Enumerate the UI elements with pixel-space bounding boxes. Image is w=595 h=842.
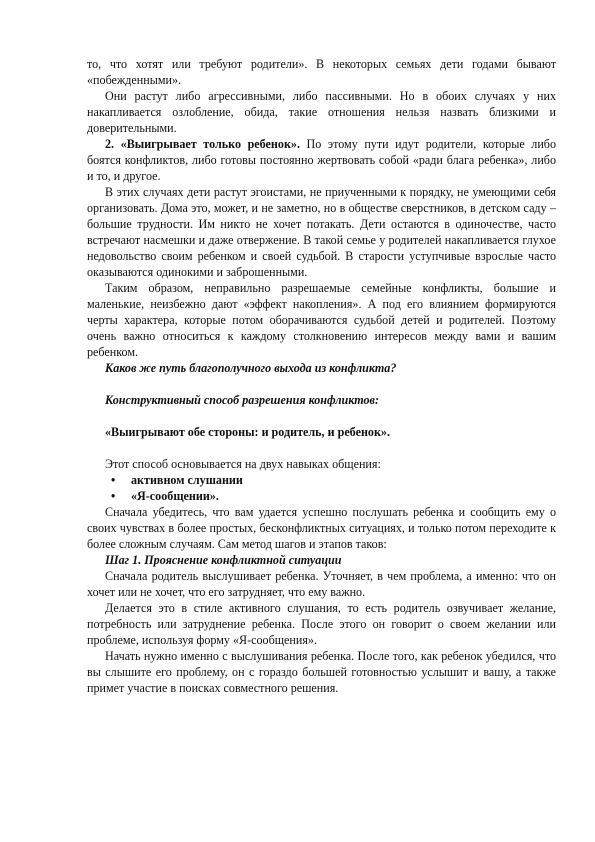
option-2-text: По этому пути идут родители, которые либо боятся конфликтов, либо готовы постоянно жертвовать собой «ради блага ребенка», либо и то, и другое.	[87, 137, 556, 183]
bullet-icon: •	[111, 473, 116, 487]
step-1-heading: Шаг 1. Прояснение конфликтной ситуации	[105, 553, 342, 567]
bullet-icon: •	[111, 489, 116, 503]
list-item: • «Я-сообщении».	[111, 489, 219, 503]
paragraph-2: Они растут либо агрессивными, либо пассивными. Но в обоих случаях у них накапливается озлобление, обида, такие отношения нельзя назвать близкими и доверительными.	[87, 89, 556, 135]
paragraph-4: В этих случаях дети растут эгоистами, не приученными к порядку, не умеющими себя организовать. Дома это, может, и не заметно, но в обществе сверстников, в детском саду – большие трудности. Им никто не хочет потакать. Дети остаются в одиночестве, часто встречают насмешки и даже отвержение. В такой семье у родителей накапливается глухое недовольство своим ребенком и своей судьбой. В старости уступчивые взрослые часто оказываются одинокими и заброшенными.	[87, 185, 556, 279]
document-page	[87, 56, 556, 696]
both-win-heading: «Выигрывают обе стороны: и родитель, и ребенок».	[105, 425, 390, 439]
list-item: • активном слушании	[111, 473, 243, 487]
paragraph-10: Начать нужно именно с выслушивания ребенка. После того, как ребенок убедился, что вы слышите его проблему, он с гораздо большей готовностью услышит и вашу, а также примет участие в поисках совместного решения.	[87, 649, 556, 695]
paragraph-3	[87, 136, 556, 184]
spacer	[87, 408, 556, 424]
paragraph-8: Сначала родитель выслушивает ребенка. Уточняет, в чем проблема, а именно: что он хочет или не хочет, что его затрудняет, что ему важно.	[87, 569, 556, 599]
spacer	[87, 376, 556, 392]
question-heading: Каков же путь благополучного выхода из конфликта?	[105, 361, 397, 375]
constructive-method-heading: Конструктивный способ разрешения конфликтов:	[105, 393, 379, 407]
paragraph-1: то, что хотят или требуют родители». В некоторых семьях дети годами бывают «побежденными».	[87, 57, 556, 87]
paragraph-7: Сначала убедитесь, что вам удается успешно послушать ребенка и сообщить ему о своих чувствах в более простых, бесконфликтных ситуациях, и только потом переходите к более сложным случаям. Сам метод шагов и этапов таков:	[87, 505, 556, 551]
option-2-heading: 2. «Выигрывает только ребенок».	[105, 137, 300, 151]
paragraph-5: Таким образом, неправильно разрешаемые семейные конфликты, большие и маленькие, неизбежно дают «эффект накопления». А под его влиянием формируются черты характера, которые потом оборачиваются судьбой детей и родителей. Поэтому очень важно относиться к каждому столкновению интересов между вами и вашим ребенком.	[87, 281, 556, 359]
paragraph-6: Этот способ основывается на двух навыках общения:	[105, 457, 381, 471]
paragraph-9: Делается это в стиле активного слушания, то есть родитель озвучивает желание, потребность или затруднение ребенка. После этого он говорит о своем желании или проблеме, используя форму «Я-сообщения».	[87, 601, 556, 647]
spacer	[87, 440, 556, 456]
skills-list	[87, 472, 556, 504]
